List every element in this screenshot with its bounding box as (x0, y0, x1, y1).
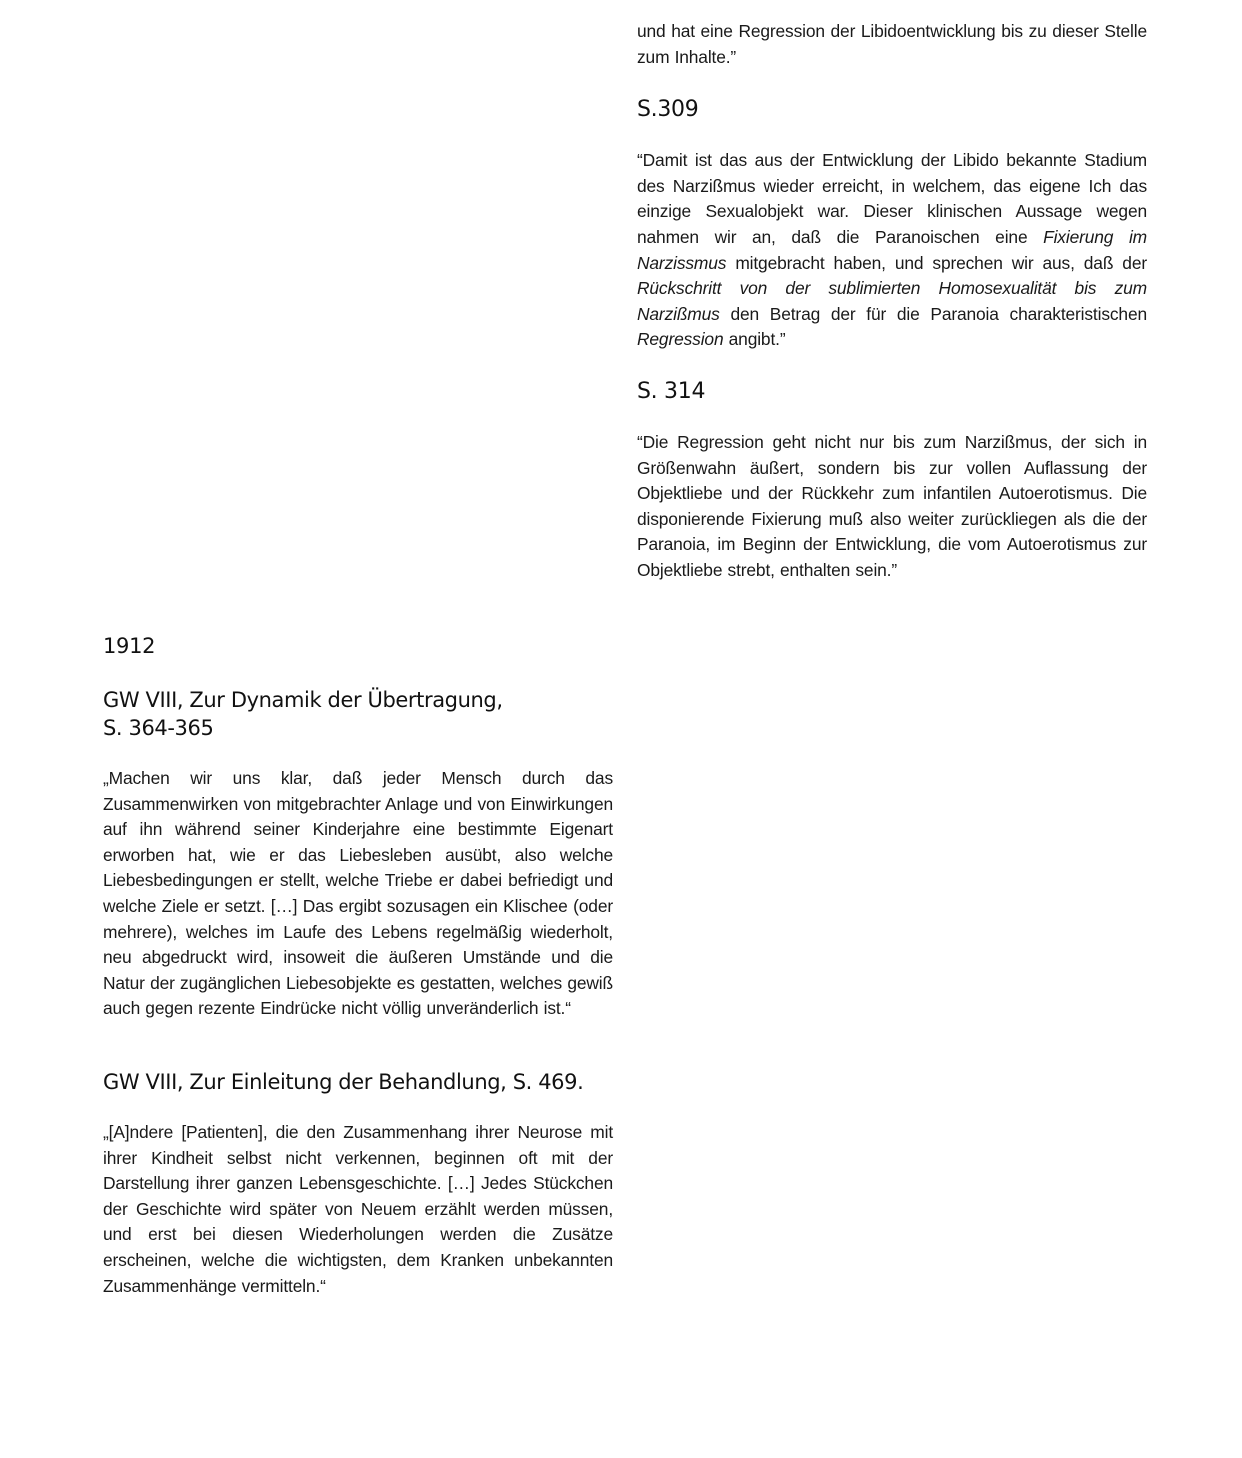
quote-page-314: “Die Regression geht nicht nur bis zum Narzißmus, der sich in Größenwahn äußert, sondern bis zur vollen Auflassung der Objektliebe und der Rückkehr zum infantilen Autoerotismus. Die disponierende Fixierung muß also weiter zurückliegen als die der Paranoia, im Beginn der Entwicklung, die vom Autoerotismus zur Objektliebe strebt, enthalten sein.” (637, 431, 1147, 580)
left-column (103, 632, 613, 1299)
year-heading: 1912 (103, 634, 156, 658)
source-pages: S. 364-365 (103, 716, 214, 740)
quote-emphasis: Rückschritt von der sublimierten Homosexualität bis zum Narzißmus (637, 278, 1147, 324)
source-title: GW VIII, Zur Dynamik der Übertragung, (103, 688, 503, 712)
right-column (637, 19, 1147, 584)
source-heading-dynamik (103, 686, 613, 742)
quote-part: mitgebracht haben, und sprechen wir aus, daß der (726, 252, 1147, 273)
quote-part: “Damit ist das aus der Entwicklung der Libido bekannte Stadium des Narzißmus wieder erreicht, in welchem, das eigene Ich das einzige Sexualobjekt war. Dieser klinischen Aussage wegen nahmen wir an, daß die Paranoischen eine (637, 150, 1147, 247)
quote-page-309 (637, 148, 1147, 353)
continued-quote: und hat eine Regression der Libidoentwicklung bis zu dieser Stelle zum Inhalte.” (637, 21, 1147, 67)
source-heading-einleitung: GW VIII, Zur Einleitung der Behandlung, S. 469. (103, 1069, 584, 1094)
quote-emphasis: Fixierung im Narzissmus (637, 226, 1148, 273)
page-heading-309: S.309 (637, 97, 699, 123)
quote-einleitung: „[A]ndere [Patienten], die den Zusammenhang ihrer Neurose mit ihrer Kindheit selbst nicht verkennen, beginnen oft mit der Darstellung ihrer ganzen Lebensgeschichte. […] Jedes Stückchen der Geschichte wird später von Neuem erzählt werden müssen, und erst bei diesen Wiederholungen werden die Zusätze erscheinen, welche die wichtigsten, dem Kranken unbekannten Zusammenhänge vermitteln.“ (103, 1121, 613, 1296)
quote-emphasis: Regression (637, 329, 724, 350)
quote-part: angibt.” (723, 329, 786, 350)
quote-part: den Betrag der für die Paranoia charakteristischen (719, 303, 1147, 324)
quote-dynamik: „Machen wir uns klar, daß jeder Mensch durch das Zusammenwirken von mitgebrachter Anlage und von Einwirkungen auf ihn während seiner Kinderjahre eine bestimmte Eigenart erworben hat, wie er das Liebesleben ausübt, also welche Liebesbedingungen er stellt, welche Triebe er dabei befriedigt und welche Ziele er setzt. […] Das ergibt sozusagen ein Klischee (oder mehrere), welches im Laufe des Lebens regelmäßig wiederholt, neu abgedruckt wird, insoweit die äußeren Umstände und die Natur der zugänglichen Liebesobjekte es gestatten, welches gewiß auch gegen rezente Eindrücke nicht völlig unveränderlich ist.“ (103, 768, 613, 1019)
page-heading-314: S. 314 (637, 378, 706, 404)
